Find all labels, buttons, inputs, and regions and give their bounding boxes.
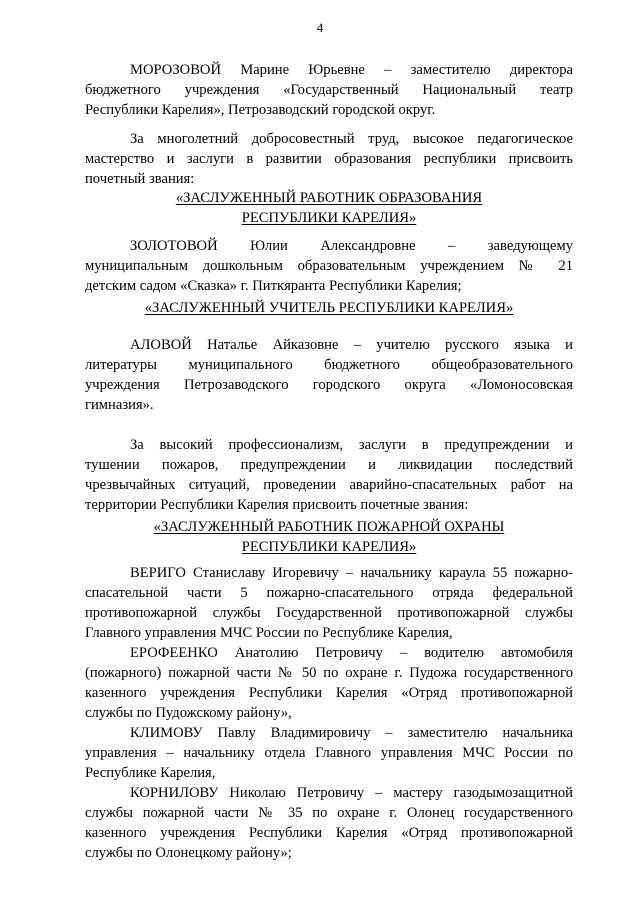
award-title-fire-worker — [85, 517, 573, 557]
text-line: гимназия». — [85, 397, 154, 413]
text-line: чрезвычайных ситуаций, проведении аварийно-спасательных работ на — [85, 477, 573, 493]
text-line: службы по Пудожскому району», — [85, 705, 292, 721]
text-line: ЕРОФЕЕНКО Анатолию Петровичу – водителю автомобиля — [130, 645, 573, 661]
title-line: «ЗАСЛУЖЕННЫЙ РАБОТНИК ПОЖАРНОЙ ОХРАНЫ — [153, 519, 505, 535]
title-line: РЕСПУБЛИКИ КАРЕЛИЯ» — [241, 539, 417, 555]
award-title-education-worker — [85, 188, 573, 228]
title-line: «ЗАСЛУЖЕННЫЙ УЧИТЕЛЬ РЕСПУБЛИКИ КАРЕЛИЯ» — [144, 300, 514, 316]
title-line: «ЗАСЛУЖЕННЫЙ РАБОТНИК ОБРАЗОВАНИЯ — [175, 190, 483, 206]
text-line: казенного учреждения Республики Карелия «Отряд противопожарной — [85, 685, 573, 701]
paragraph-alova — [85, 335, 573, 415]
text-line: территории Республики Карелия присвоить почетные звания: — [85, 497, 469, 513]
text-line: почетный звания: — [85, 171, 195, 187]
text-line: АЛОВОЙ Наталье Айказовне – учителю русского языка и — [130, 337, 573, 353]
text-line: Республики Карелия», Петрозаводский городской округ. — [85, 102, 436, 118]
text-line: управления – начальнику отдела Главного управления МЧС России по — [85, 745, 573, 761]
text-line: (пожарного) пожарной части № 50 по охране г. Пудожа государственного — [85, 665, 573, 681]
paragraph-fire-intro — [85, 435, 573, 515]
paragraph-firefighters-list — [85, 563, 573, 863]
text-line: муниципальным дошкольным образовательным учреждением № 21 — [85, 258, 573, 274]
page-number: 4 — [316, 20, 324, 35]
text-line: Республике Карелия, — [85, 765, 216, 781]
text-line: учреждения Петрозаводского городского округа «Ломоносовская — [85, 377, 573, 393]
title-line: РЕСПУБЛИКИ КАРЕЛИЯ» — [241, 210, 417, 226]
text-line: казенного учреждения Республики Карелия «Отряд противопожарной — [85, 825, 573, 841]
text-line: ЗОЛОТОВОЙ Юлии Александровне – заведующему — [130, 238, 573, 254]
text-line: мастерство и заслуги в развитии образования республики присвоить — [85, 151, 573, 167]
text-line: За высокий профессионализм, заслуги в предупреждении и — [130, 437, 573, 453]
text-line: КЛИМОВУ Павлу Владимировичу – заместителю начальника — [130, 725, 573, 741]
text-line: бюджетного учреждения «Государственный Национальный театр — [85, 82, 573, 98]
paragraph-morozova — [85, 60, 573, 120]
text-line: ВЕРИГО Станиславу Игоревичу – начальнику караула 55 пожарно- — [130, 565, 573, 581]
paragraph-education-intro — [85, 129, 573, 189]
text-line: детским садом «Сказка» г. Питкяранта Республики Карелия; — [85, 278, 462, 294]
text-line: тушении пожаров, предупреждении и ликвидации последствий — [85, 457, 573, 473]
text-line: противопожарной службы Государственной противопожарной службы — [85, 605, 573, 621]
text-line: литературы муниципального бюджетного общеобразовательного — [85, 357, 573, 373]
text-line: спасательной части 5 пожарно-спасательного отряда федеральной — [85, 585, 573, 601]
text-line: службы пожарной части № 35 по охране г. Олонец государственного — [85, 805, 573, 821]
text-line: Главного управления МЧС России по Республике Карелия, — [85, 625, 453, 641]
award-title-teacher — [85, 298, 573, 318]
text-line: МОРОЗОВОЙ Марине Юрьевне – заместителю директора — [130, 62, 573, 78]
paragraph-zolotova — [85, 236, 573, 296]
text-line: За многолетний добросовестный труд, высокое педагогическое — [130, 131, 573, 147]
text-line: КОРНИЛОВУ Николаю Петровичу – мастеру газодымозащитной — [130, 785, 573, 801]
text-line: службы по Олонецкому району»; — [85, 845, 292, 861]
